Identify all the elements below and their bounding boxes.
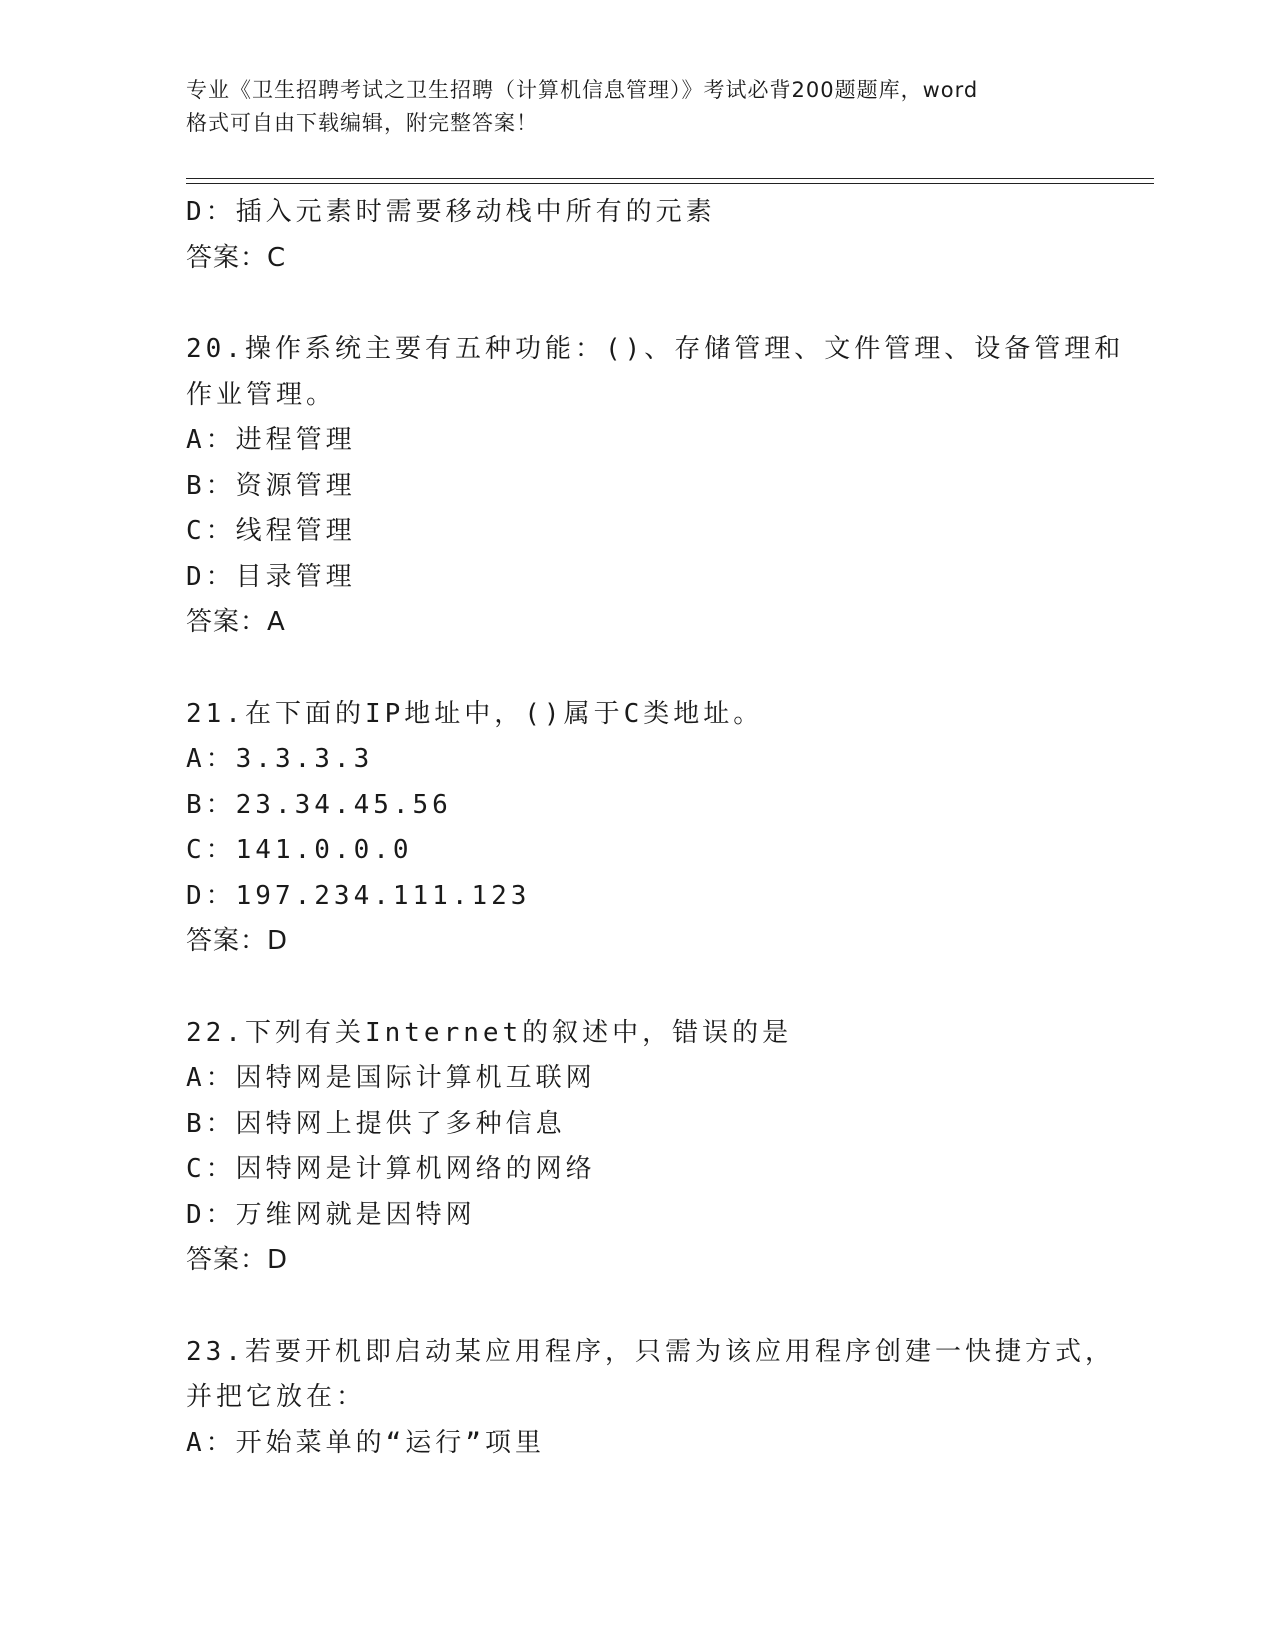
question-block (186, 327, 1125, 646)
header-line-1: 专业《卫生招聘考试之卫生招聘（计算机信息管理）》考试必背200题题库，word (186, 78, 979, 102)
question-text: 21.在下面的IP地址中，()属于C类地址。 (186, 698, 764, 729)
header-divider-bottom (186, 183, 1154, 184)
header-line-2: 格式可自由下载编辑，附完整答案！ (186, 111, 538, 135)
option-line: C：线程管理 (186, 516, 356, 546)
question-block (186, 1330, 1115, 1467)
question-list (186, 190, 1125, 1466)
question-text: 并把它放在： (186, 1382, 367, 1412)
option-line: B：资源管理 (186, 470, 356, 501)
question-text: 20.操作系统主要有五种功能：()、存储管理、文件管理、设备管理和 (186, 334, 1125, 364)
question-text: 22.下列有关Internet的叙述中，错误的是 (186, 1017, 793, 1048)
header-divider-top (186, 178, 1154, 179)
option-line: C：因特网是计算机网络的网络 (186, 1154, 596, 1184)
option-line: D：197.234.111.123 (186, 880, 531, 911)
option-line: A：因特网是国际计算机互联网 (186, 1063, 596, 1093)
answer-line: 答案：C (186, 242, 287, 273)
question-block (186, 190, 1086, 281)
option-line: B：因特网上提供了多种信息 (186, 1108, 566, 1139)
option-line: A：开始菜单的“运行”项里 (186, 1427, 545, 1458)
answer-line: 答案：D (186, 926, 289, 956)
document-header (186, 74, 1086, 140)
question-text: 作业管理。 (186, 379, 337, 410)
option-line: B：23.34.45.56 (186, 789, 452, 820)
option-line: D：万维网就是因特网 (186, 1199, 476, 1230)
option-line: D：插入元素时需要移动栈中所有的元素 (186, 197, 716, 227)
option-line: C：141.0.0.0 (186, 835, 413, 865)
option-line: A：3.3.3.3 (186, 744, 374, 774)
question-text: 23.若要开机即启动某应用程序，只需为该应用程序创建一快捷方式， (186, 1336, 1115, 1367)
option-line: D：目录管理 (186, 561, 356, 592)
question-block (186, 692, 1086, 965)
option-line: A：进程管理 (186, 425, 356, 455)
answer-line: 答案：A (186, 607, 286, 637)
answer-line: 答案：D (186, 1245, 289, 1275)
question-block (186, 1011, 1086, 1284)
